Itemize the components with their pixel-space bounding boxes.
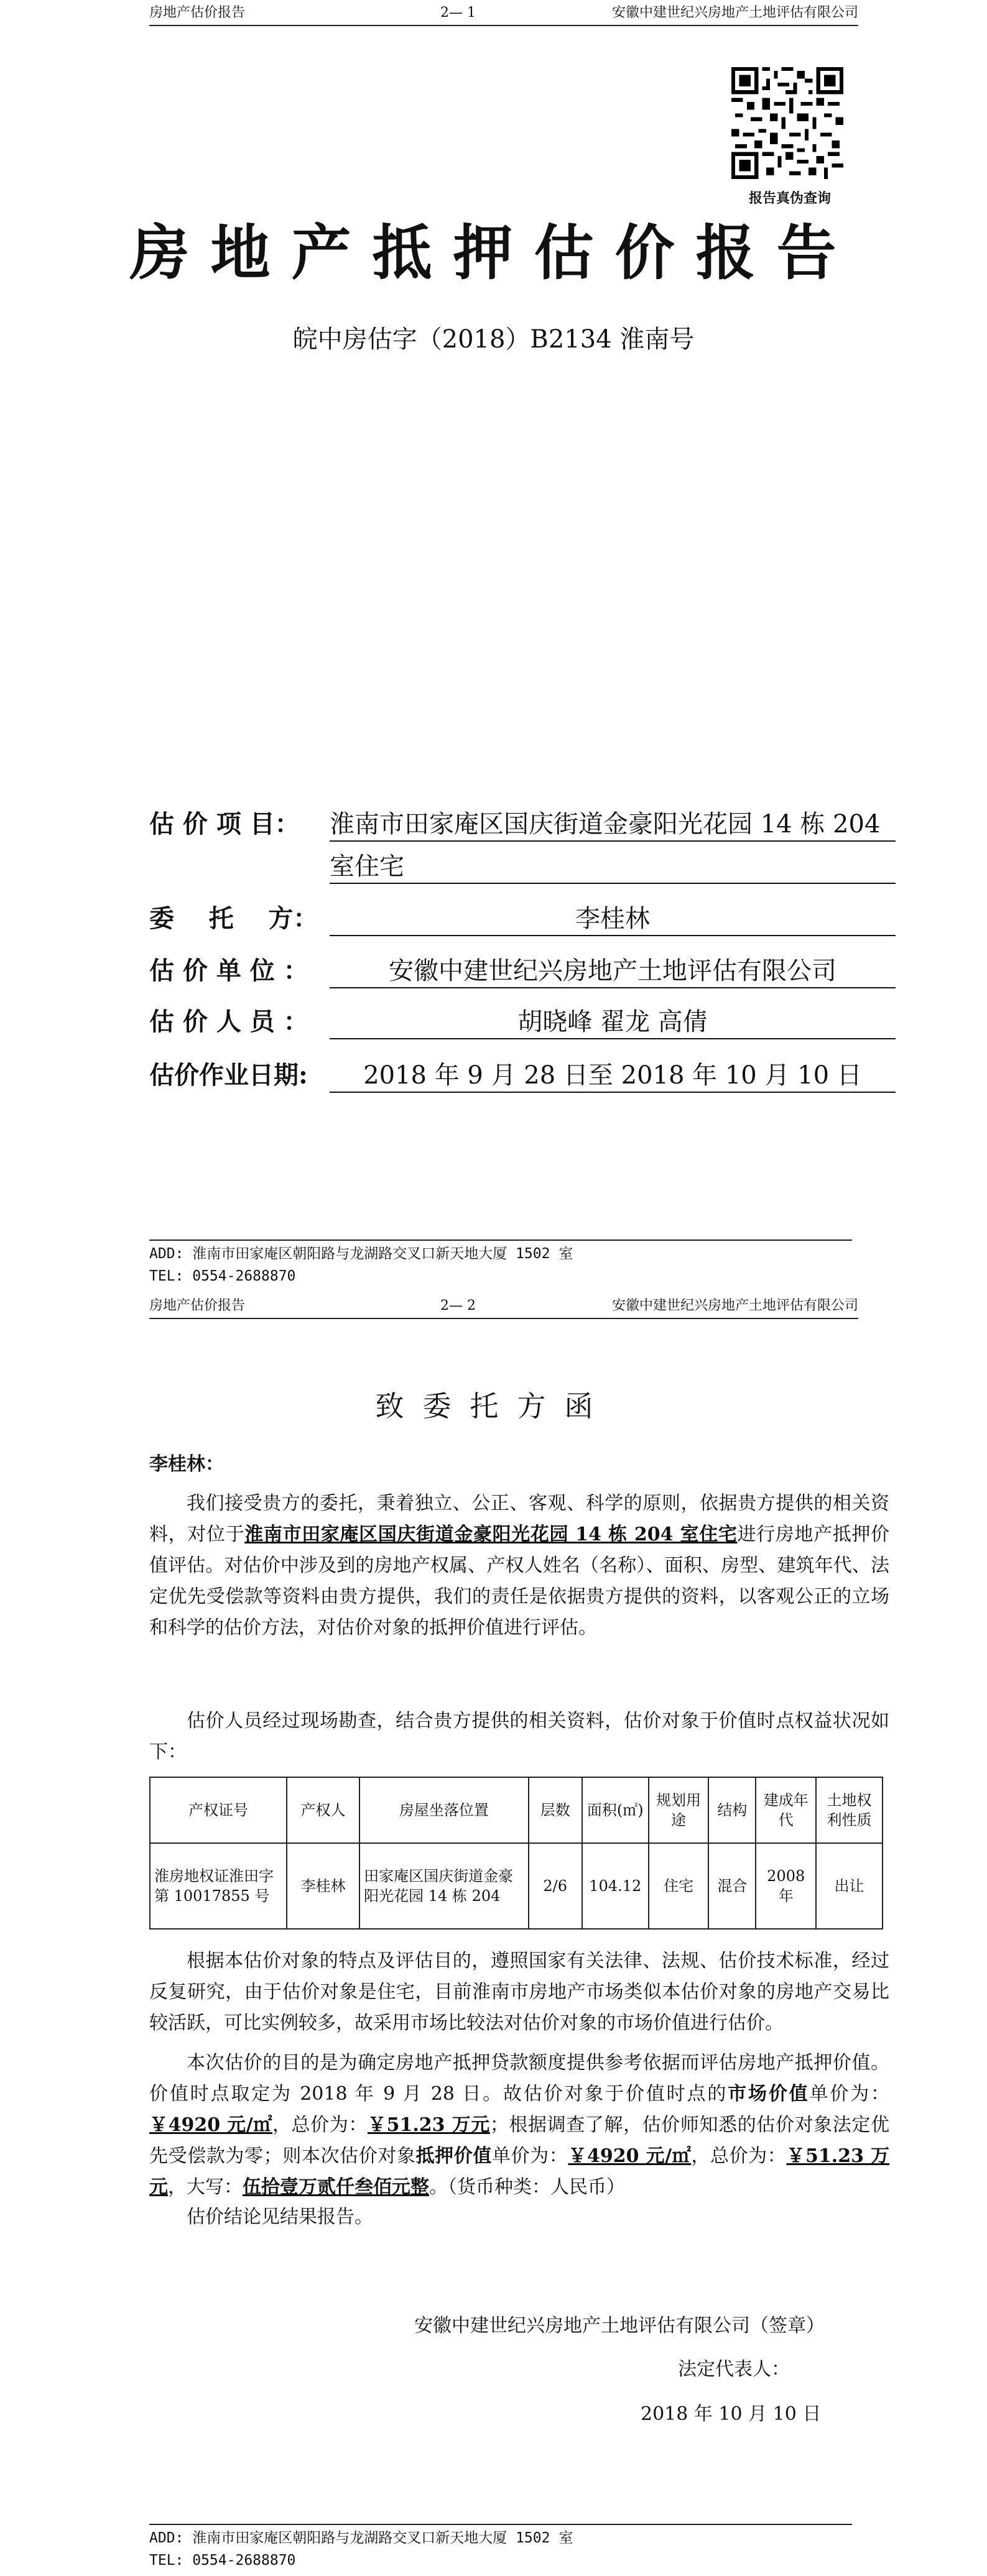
header-page-number: 2— 1 [440, 5, 476, 21]
table-cell: 2008 年 [756, 1843, 816, 1929]
paragraph-5: 估价结论见结果报告。 [187, 2206, 373, 2228]
table-header-cell: 产权证号 [150, 1777, 287, 1843]
table-header-row [150, 1777, 883, 1843]
project-value-line2: 室住宅 [330, 850, 896, 884]
table-row [150, 1843, 883, 1929]
p4-text: 单价为： [809, 2083, 890, 2105]
letter-page [0, 1293, 987, 2576]
staff-label: 估 价 人 员 ： [149, 1007, 308, 1036]
salutation: 李桂林： [149, 1453, 224, 1475]
p4-mortgage-value-label: 抵押价值 [415, 2145, 492, 2167]
p4-market-unit-price: ￥4920 元/㎡ [149, 2114, 272, 2136]
table-header-cell: 层数 [529, 1777, 582, 1843]
header-company: 安徽中建世纪兴房地产土地评估有限公司 [611, 5, 858, 21]
p4-mortgage-unit-price: ￥4920 元/㎡ [568, 2145, 692, 2167]
letter-title: 致委托方函 [375, 1389, 612, 1423]
property-table [149, 1777, 883, 1930]
p4-market-value-label: 市场价值 [728, 2083, 810, 2105]
table-cell: 2/6 [529, 1843, 582, 1929]
report-title: 房地产抵押估价报告 [129, 218, 858, 288]
table-cell: 104.12 [582, 1843, 649, 1929]
paragraph-3: 根据本估价对象的特点及评估目的，遵照国家有关法律、法规、估价技术标准，经过反复研究，由于估价对象是住宅，目前淮南市房地产市场类似本估价对象的房地产交易比较活跃，可比实例较多，故采用市场比较法对估价对象的市场价值进行估价。 [149, 1950, 889, 2034]
p4-text: ，总价为： [691, 2145, 787, 2167]
p4-amount-in-words: 伍拾壹万贰仟叁佰元整 [243, 2176, 429, 2198]
table-cell: 李桂林 [287, 1843, 359, 1929]
footer-tel: TEL: 0554-2688870 [149, 2552, 296, 2569]
table-cell: 出让 [816, 1843, 883, 1929]
client-value: 李桂林 [330, 903, 896, 936]
table-header-cell: 面积(㎡) [582, 1777, 649, 1843]
header-company: 安徽中建世纪兴房地产土地评估有限公司 [611, 1298, 858, 1313]
table-cell: 混合 [708, 1843, 756, 1929]
signature-rep: 法定代表人： [678, 2358, 790, 2380]
paragraph-4 [149, 2048, 889, 2203]
footer-address: ADD: 淮南市田家庵区朝阳路与龙湖路交叉口新天地大厦 1502 室 [149, 1246, 573, 1262]
qr-code [731, 67, 843, 179]
p4-text: ，大写： [168, 2176, 243, 2198]
project-value-line1: 淮南市田家庵区国庆街道金豪阳光花园 14 栋 204 [330, 808, 896, 842]
org-label: 估 价 单 位 ： [149, 956, 308, 985]
signature-date: 2018 年 10 月 10 日 [641, 2403, 822, 2425]
org-value: 安徽中建世纪兴房地产土地评估有限公司 [330, 955, 896, 988]
footer-divider [149, 1240, 852, 1241]
paragraph-2: 估价人员经过现场勘查，结合贵方提供的相关资料，估价对象于价值时点权益状况如下： [149, 1710, 889, 1763]
page-header [149, 1297, 858, 1319]
p4-text: 单价为： [491, 2145, 568, 2167]
table-header-cell: 房屋坐落位置 [359, 1777, 528, 1843]
table-cell: 住宅 [649, 1843, 709, 1929]
p1-text-c: 进行房地产抵押价值评估。对估价中涉及到的房地产权属、产权人姓名（名称）、面积、房型、建筑年代、法定优先受偿款等资料由贵方提供，我们的责任是依据贵方提供的资料，以客观公正的立场和科学的估价方法，对估价对象的抵押价值进行评估。 [149, 1524, 890, 1639]
date-value: 2018 年 9 月 28 日至 2018 年 10 月 10 日 [330, 1059, 896, 1093]
p4-market-total: ￥51.23 万元 [368, 2114, 490, 2136]
table-header-cell: 土地权利性质 [816, 1777, 883, 1843]
p1-text-a: 我们接受贵方的委托，秉着独立、公正、客观、科学的原则，依据贵方提供的相关资料，对位于 [149, 1493, 889, 1545]
p4-mortgage-total: ￥51.23 万元 [149, 2145, 890, 2198]
project-label: 估 价 项 目： [149, 809, 300, 839]
p4-text: 。（货币种类：人民币） [429, 2176, 625, 2198]
paragraph-1 [149, 1488, 889, 1644]
p1-address: 淮南市田家庵区国庆街道金豪阳光花园 14 栋 204 室住宅 [244, 1524, 738, 1545]
table-header-cell: 规划用途 [649, 1777, 709, 1843]
header-left: 房地产估价报告 [149, 5, 246, 21]
table-header-cell: 建成年代 [756, 1777, 816, 1843]
qr-caption: 报告真伪查询 [748, 190, 831, 206]
header-left: 房地产估价报告 [149, 1298, 246, 1313]
footer-address: ADD: 淮南市田家庵区朝阳路与龙湖路交叉口新天地大厦 1502 室 [149, 2530, 573, 2546]
page-header [149, 4, 858, 26]
footer-divider [149, 2524, 852, 2525]
p4-text: 本次估价的目的是为确定房地产抵押贷款额度提供参考依据而评估房地产抵押价值。价值时点取定为 2018 年 9 月 28 日。故估价对象于价值时点的 [149, 2052, 889, 2105]
table-header-cell: 结构 [708, 1777, 756, 1843]
staff-value: 胡晓峰 翟龙 高倩 [330, 1006, 896, 1039]
signature-company: 安徽中建世纪兴房地产土地评估有限公司（签章） [414, 2315, 825, 2337]
table-header-cell: 产权人 [287, 1777, 359, 1843]
table-cell: 淮房地权证淮田字第 10017855 号 [150, 1843, 287, 1929]
table-cell: 田家庵区国庆街道金豪阳光花园 14 栋 204 [359, 1843, 528, 1929]
p4-text: ，总价为： [272, 2114, 368, 2136]
p4-text: ；根据调查了解，估价师知悉的估价对象法定优先受偿款为零；则本次估价对象 [149, 2114, 890, 2167]
client-label: 委 托 方： [149, 904, 318, 933]
header-page-number: 2— 2 [440, 1298, 476, 1313]
footer-tel: TEL: 0554-2688870 [149, 1268, 296, 1284]
document-number: 皖中房估字（2018）B2134 淮南号 [292, 325, 695, 354]
date-label: 估价作业日期: [149, 1060, 308, 1090]
